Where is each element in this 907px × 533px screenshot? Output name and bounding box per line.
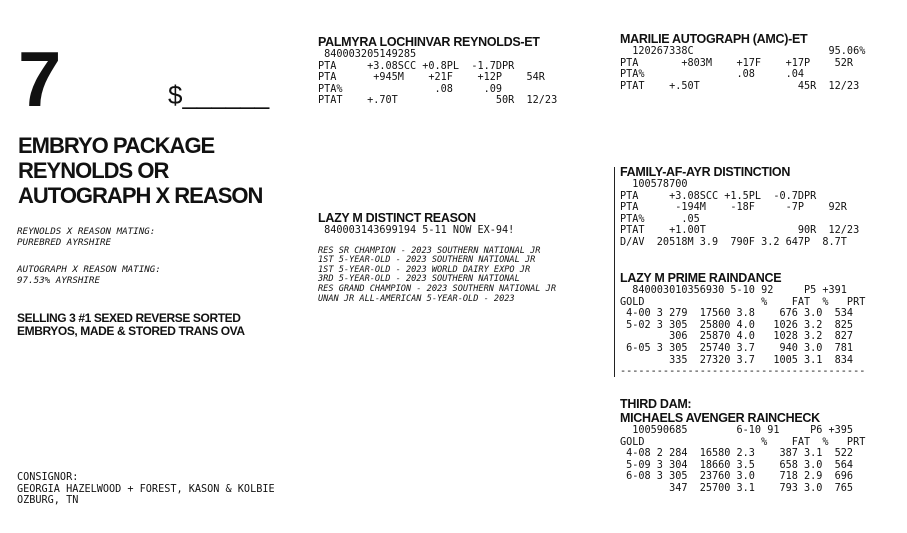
sire-line: PTAT +.70T 50R 12/23 xyxy=(318,95,558,107)
record-header: GOLD % FAT % PRT xyxy=(620,296,866,308)
proof-line: 100578700 xyxy=(620,179,688,190)
sire-line: 120267338C 95.06% xyxy=(620,46,866,57)
dam-id-line: 840003143699194 5-11 NOW EX-94! xyxy=(318,225,515,236)
sire-line: 840003205149285 xyxy=(318,49,417,60)
third-dam-heading: THIRD DAM: xyxy=(620,397,692,411)
award-line: 1ST 5-YEAR-OLD - 2023 WORLD DAIRY EXPO JR xyxy=(318,264,531,275)
proof-line: PTA% .05 xyxy=(620,213,700,225)
consignor-label: CONSIGNOR: xyxy=(17,472,79,483)
mating-2 xyxy=(17,264,161,286)
consignor-location: OZBURG, TN xyxy=(17,495,79,507)
sire-line: PTA +803M +17F +17P 52R xyxy=(620,57,854,69)
record-line: 347 25700 3.1 793 3.0 765 xyxy=(620,482,854,494)
record-header: GOLD % FAT % PRT xyxy=(620,436,866,448)
second-dam-name: LAZY M PRIME RAINDANCE xyxy=(620,271,782,285)
pedigree-bracket xyxy=(614,167,615,377)
award-line: UNAN JR ALL-AMERICAN 5-YEAR-OLD - 2023 xyxy=(318,293,515,304)
proof-line: PTA +3.08SCC +1.5PL -0.7DPR xyxy=(620,190,817,202)
mating-1 xyxy=(17,226,155,248)
record-line: 4-08 2 284 16580 2.3 387 3.1 522 xyxy=(620,448,854,460)
award-line: 3RD 5-YEAR-OLD - 2023 SOUTHERN NATIONAL xyxy=(318,274,520,285)
record-line: 335 27320 3.7 1005 3.1 834 xyxy=(620,354,854,366)
dam-reason xyxy=(318,211,556,304)
record-line: 4-00 3 279 17560 3.8 676 3.0 534 xyxy=(620,308,854,320)
award-line: 1ST 5-YEAR-OLD - 2023 SOUTHERN NATIONAL JR xyxy=(318,255,536,266)
record-line: 840003010356930 5-10 92 P5 +391 xyxy=(620,285,847,296)
price-blank: $______ xyxy=(168,80,270,110)
proof-line: PTA -194M -18F -7P 92R xyxy=(620,202,847,214)
sire-line: PTA% .08 .09 xyxy=(318,83,503,95)
record-line: 5-02 3 305 25800 4.0 1026 3.2 825 xyxy=(620,319,854,331)
mating-label: AUTOGRAPH X REASON MATING: xyxy=(17,264,161,275)
proof-line: PTAT +1.00T 90R 12/23 xyxy=(620,225,860,237)
record-line: 5-09 3 304 18660 3.5 658 3.0 564 xyxy=(620,459,854,471)
mating-value: 97.53% AYRSHIRE xyxy=(17,275,100,286)
sire-autograph xyxy=(620,32,865,92)
selling-line: EMBRYOS, MADE & STORED TRANS OVA xyxy=(17,324,245,338)
sire-name: PALMYRA LOCHINVAR REYNOLDS-ET xyxy=(318,35,540,49)
lot-number: 7 xyxy=(18,35,62,123)
title-line: EMBRYO PACKAGE xyxy=(18,133,215,158)
record-line: 6-05 3 305 25740 3.7 940 3.0 781 xyxy=(620,342,854,354)
record-line: 100590685 6-10 91 P6 +395 xyxy=(620,425,854,436)
sire-line: PTA% .08 .04 xyxy=(620,69,805,81)
lot-title xyxy=(18,133,262,208)
consignor-name: GEORGIA HAZELWOOD + FOREST, KASON & KOLBIE xyxy=(17,483,275,495)
sire-line: PTAT +.50T 45R 12/23 xyxy=(620,80,860,92)
dams-sire-name: FAMILY-AF-AYR DISTINCTION xyxy=(620,165,791,179)
sire-line: PTA +945M +21F +12P 54R xyxy=(318,72,545,84)
award-line: RES SR CHAMPION - 2023 SOUTHERN NATIONAL JR xyxy=(318,245,541,256)
proof-line: D/AV 20518M 3.9 790F 3.2 647P 8.7T xyxy=(620,236,847,248)
third-dam-raincheck xyxy=(620,397,865,495)
selling-line: SELLING 3 #1 SEXED REVERSE SORTED xyxy=(17,311,241,325)
sire-line: PTA +3.08SCC +0.8PL -1.7DPR xyxy=(318,60,515,72)
selling-note xyxy=(17,312,245,338)
title-line: AUTOGRAPH X REASON xyxy=(18,183,263,208)
record-line: 306 25870 4.0 1028 3.2 827 xyxy=(620,331,854,343)
second-dam-raindance xyxy=(620,271,865,378)
record-line: 6-08 3 305 23760 3.0 718 2.9 696 xyxy=(620,471,854,483)
award-line: RES GRAND CHAMPION - 2023 SOUTHERN NATIONAL JR xyxy=(318,283,556,294)
consignor-block xyxy=(17,472,275,507)
dam-name: LAZY M DISTINCT REASON xyxy=(318,211,476,225)
third-dam-name: MICHAELS AVENGER RAINCHECK xyxy=(620,411,820,425)
dams-sire-distinction xyxy=(620,165,859,249)
mating-label: REYNOLDS X REASON MATING: xyxy=(17,226,156,237)
dashed-divider: ---------------------------------------- xyxy=(620,366,866,378)
sire-reynolds xyxy=(318,35,557,107)
sire-name: MARILIE AUTOGRAPH (AMC)-ET xyxy=(620,32,808,46)
title-line: REYNOLDS OR xyxy=(18,158,169,183)
mating-value: PUREBRED AYRSHIRE xyxy=(17,237,112,248)
